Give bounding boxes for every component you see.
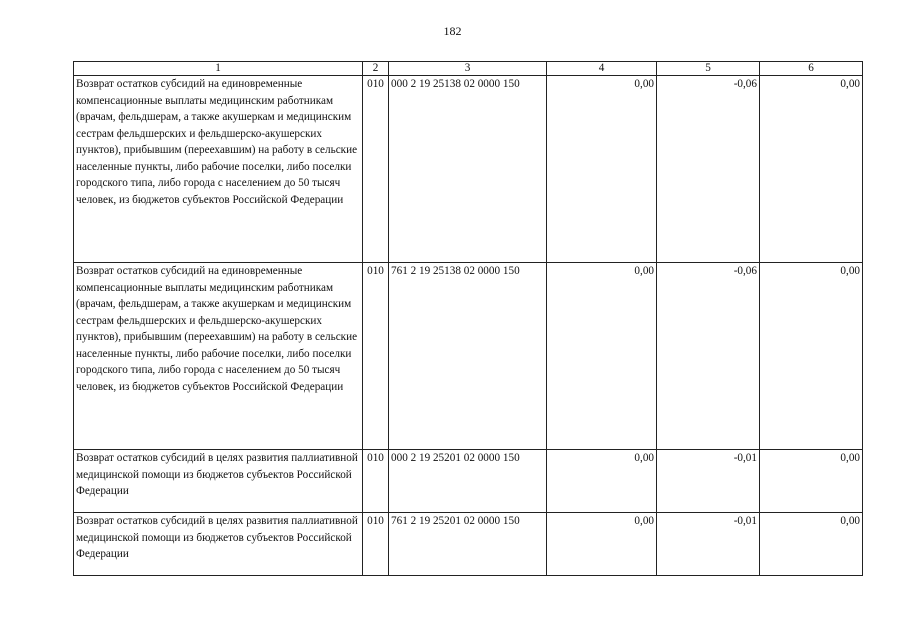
row-budget-code: 000 2 19 25138 02 0000 150 — [389, 76, 547, 263]
row-budget-code: 761 2 19 25138 02 0000 150 — [389, 263, 547, 450]
column-header-5: 5 — [657, 62, 760, 76]
table-row — [74, 450, 863, 513]
page-number: 182 — [443, 24, 462, 38]
row-col4-value: 0,00 — [547, 450, 657, 513]
row-col6-value: 0,00 — [760, 76, 863, 263]
table-header-row — [74, 62, 863, 76]
budget-table — [73, 61, 863, 576]
row-col4-value: 0,00 — [547, 263, 657, 450]
column-header-6: 6 — [760, 62, 863, 76]
table-row — [74, 513, 863, 576]
column-header-4: 4 — [547, 62, 657, 76]
table-row — [74, 76, 863, 263]
row-col5-value: -0,01 — [657, 450, 760, 513]
row-col4-value: 0,00 — [547, 76, 657, 263]
row-col6-value: 0,00 — [760, 513, 863, 576]
row-col2: 010 — [363, 76, 389, 263]
table-row — [74, 263, 863, 450]
row-description: Возврат остатков субсидий в целях развития паллиативной медицинской помощи из бюджетов субъектов Российской Федерации — [74, 450, 363, 513]
row-col5-value: -0,01 — [657, 513, 760, 576]
row-description: Возврат остатков субсидий в целях развития паллиативной медицинской помощи из бюджетов субъектов Российской Федерации — [74, 513, 363, 576]
row-col5-value: -0,06 — [657, 76, 760, 263]
row-col2: 010 — [363, 513, 389, 576]
column-header-2: 2 — [363, 62, 389, 76]
row-budget-code: 000 2 19 25201 02 0000 150 — [389, 450, 547, 513]
row-col4-value: 0,00 — [547, 513, 657, 576]
row-budget-code: 761 2 19 25201 02 0000 150 — [389, 513, 547, 576]
row-col2: 010 — [363, 263, 389, 450]
column-header-3: 3 — [389, 62, 547, 76]
row-col6-value: 0,00 — [760, 450, 863, 513]
row-description: Возврат остатков субсидий на единовременные компенсационные выплаты медицинским работникам (врачам, фельдшерам, а также акушеркам и медицинским сестрам фельдшерских и фельдшерско-акушерских пунктов), прибывшим (переехавшим) на работу в сельские населенные пункты, либо рабочие поселки, либо поселки городского типа, либо города с населением до 50 тысяч человек, из бюджетов субъектов Российской Федерации — [74, 76, 363, 263]
row-col5-value: -0,06 — [657, 263, 760, 450]
row-col2: 010 — [363, 450, 389, 513]
row-description: Возврат остатков субсидий на единовременные компенсационные выплаты медицинским работникам (врачам, фельдшерам, а также акушеркам и медицинским сестрам фельдшерских и фельдшерско-акушерских пунктов), прибывшим (переехавшим) на работу в сельские населенные пункты, либо рабочие поселки, либо поселки городского типа, либо города с населением до 50 тысяч человек, из бюджетов субъектов Российской Федерации — [74, 263, 363, 450]
row-col6-value: 0,00 — [760, 263, 863, 450]
column-header-1: 1 — [74, 62, 363, 76]
